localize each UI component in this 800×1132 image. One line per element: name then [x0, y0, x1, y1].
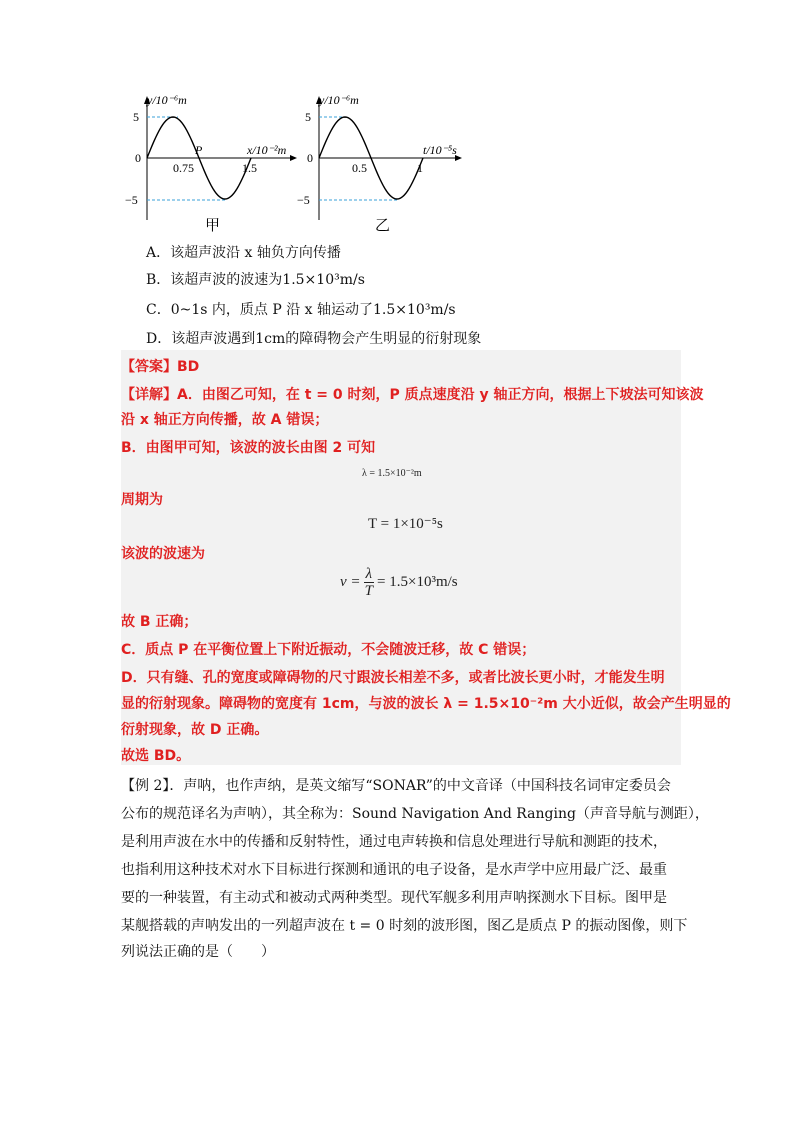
answer-line: 【答案】BD — [121, 359, 200, 375]
equation-lambda: λ = 1.5×10⁻²m — [362, 468, 422, 479]
detail-line-2: 沿 x 轴正方向传播，故 A 错误； — [121, 412, 329, 428]
d-explanation-3: 衍射现象，故 D 正确。 — [121, 722, 269, 738]
tick-15: 1.5 — [242, 161, 257, 175]
x-axis-label: x/10⁻²m — [247, 143, 287, 157]
y-axis-label: y/10⁻⁶m — [319, 93, 359, 107]
option-a: A．该超声波沿 x 轴负方向传播 — [146, 245, 341, 261]
point-p: P — [195, 143, 203, 157]
example2-line-1: 【例 2】．声呐，也作声纳，是英文缩写“SONAR”的中文音译（中国科技名词审定委员会 — [121, 778, 671, 794]
choose-line: 故选 BD。 — [121, 748, 191, 764]
tick-neg5: −5 — [125, 193, 138, 207]
tick-05: 0.5 — [352, 161, 367, 175]
y-axis-label: y/10⁻⁶m — [147, 93, 187, 107]
vibration-graph-yi — [297, 90, 467, 240]
detail-line-1: 【详解】A．由图乙可知，在 t = 0 时刻，P 质点速度沿 y 轴正方向，根据上下坡法可知该波 — [121, 387, 704, 403]
detail-line-3: B．由图甲可知，该波的波长由图 2 可知 — [121, 440, 376, 456]
equation-period: T = 1×10⁻⁵s — [368, 516, 443, 532]
t-axis-label: t/10⁻⁵s — [423, 143, 457, 157]
option-c: C．0~1s 内，质点 P 沿 x 轴运动了1.5×10³m/s — [146, 302, 456, 318]
option-b: B．该超声波的波速为1.5×10³m/s — [146, 272, 365, 288]
caption-jia: 甲 — [205, 216, 221, 234]
tick-1: 1 — [417, 161, 423, 175]
example2-line-3: 是利用声波在水中的传播和反射特性，通过电声转换和信息处理进行导航和测距的技术， — [121, 834, 667, 850]
period-label: 周期为 — [121, 492, 163, 508]
tick-5: 5 — [133, 110, 139, 124]
example2-line-2: 公布的规范译名为声呐），其全称为：Sound Navigation And Ranging（声音导航与测距）， — [121, 806, 709, 822]
b-correct: 故 B 正确； — [121, 614, 198, 630]
speed-label: 该波的波速为 — [121, 546, 205, 562]
origin: 0 — [307, 151, 313, 165]
example2-line-6: 某舰搭载的声呐发出的一列超声波在 t = 0 时刻的波形图，图乙是质点 P 的振动图像，则下 — [121, 918, 688, 934]
equation-speed: v = $\frac{\lambda}{T}$ = 1.5×10³m/s — [340, 566, 458, 599]
d-explanation-2: 显的衍射现象。障碍物的宽度有 1cm，与波的波长 λ = 1.5×10⁻²m 大小近似，故会产生明显的 — [121, 696, 731, 712]
caption-yi: 乙 — [375, 216, 391, 234]
example2-line-4: 也指利用这种技术对水下目标进行探测和通讯的电子设备，是水声学中应用最广泛、最重 — [121, 862, 667, 878]
c-explanation: C．质点 P 在平衡位置上下附近振动，不会随波迁移，故 C 错误； — [121, 642, 536, 658]
tick-5: 5 — [305, 110, 311, 124]
tick-075: 0.75 — [173, 161, 194, 175]
example2-line-5: 要的一种装置，有主动式和被动式两种类型。现代军舰多利用声呐探测水下目标。图甲是 — [121, 890, 667, 906]
option-d: D．该超声波遇到1cm的障碍物会产生明显的衍射现象 — [146, 331, 482, 347]
tick-neg5: −5 — [297, 193, 310, 207]
d-explanation-1: D．只有缝、孔的宽度或障碍物的尺寸跟波长相差不多，或者比波长更小时，才能发生明 — [121, 670, 665, 686]
wave-graph-jia — [125, 90, 300, 240]
example2-line-7: 列说法正确的是（ ） — [121, 944, 275, 960]
origin: 0 — [135, 151, 141, 165]
